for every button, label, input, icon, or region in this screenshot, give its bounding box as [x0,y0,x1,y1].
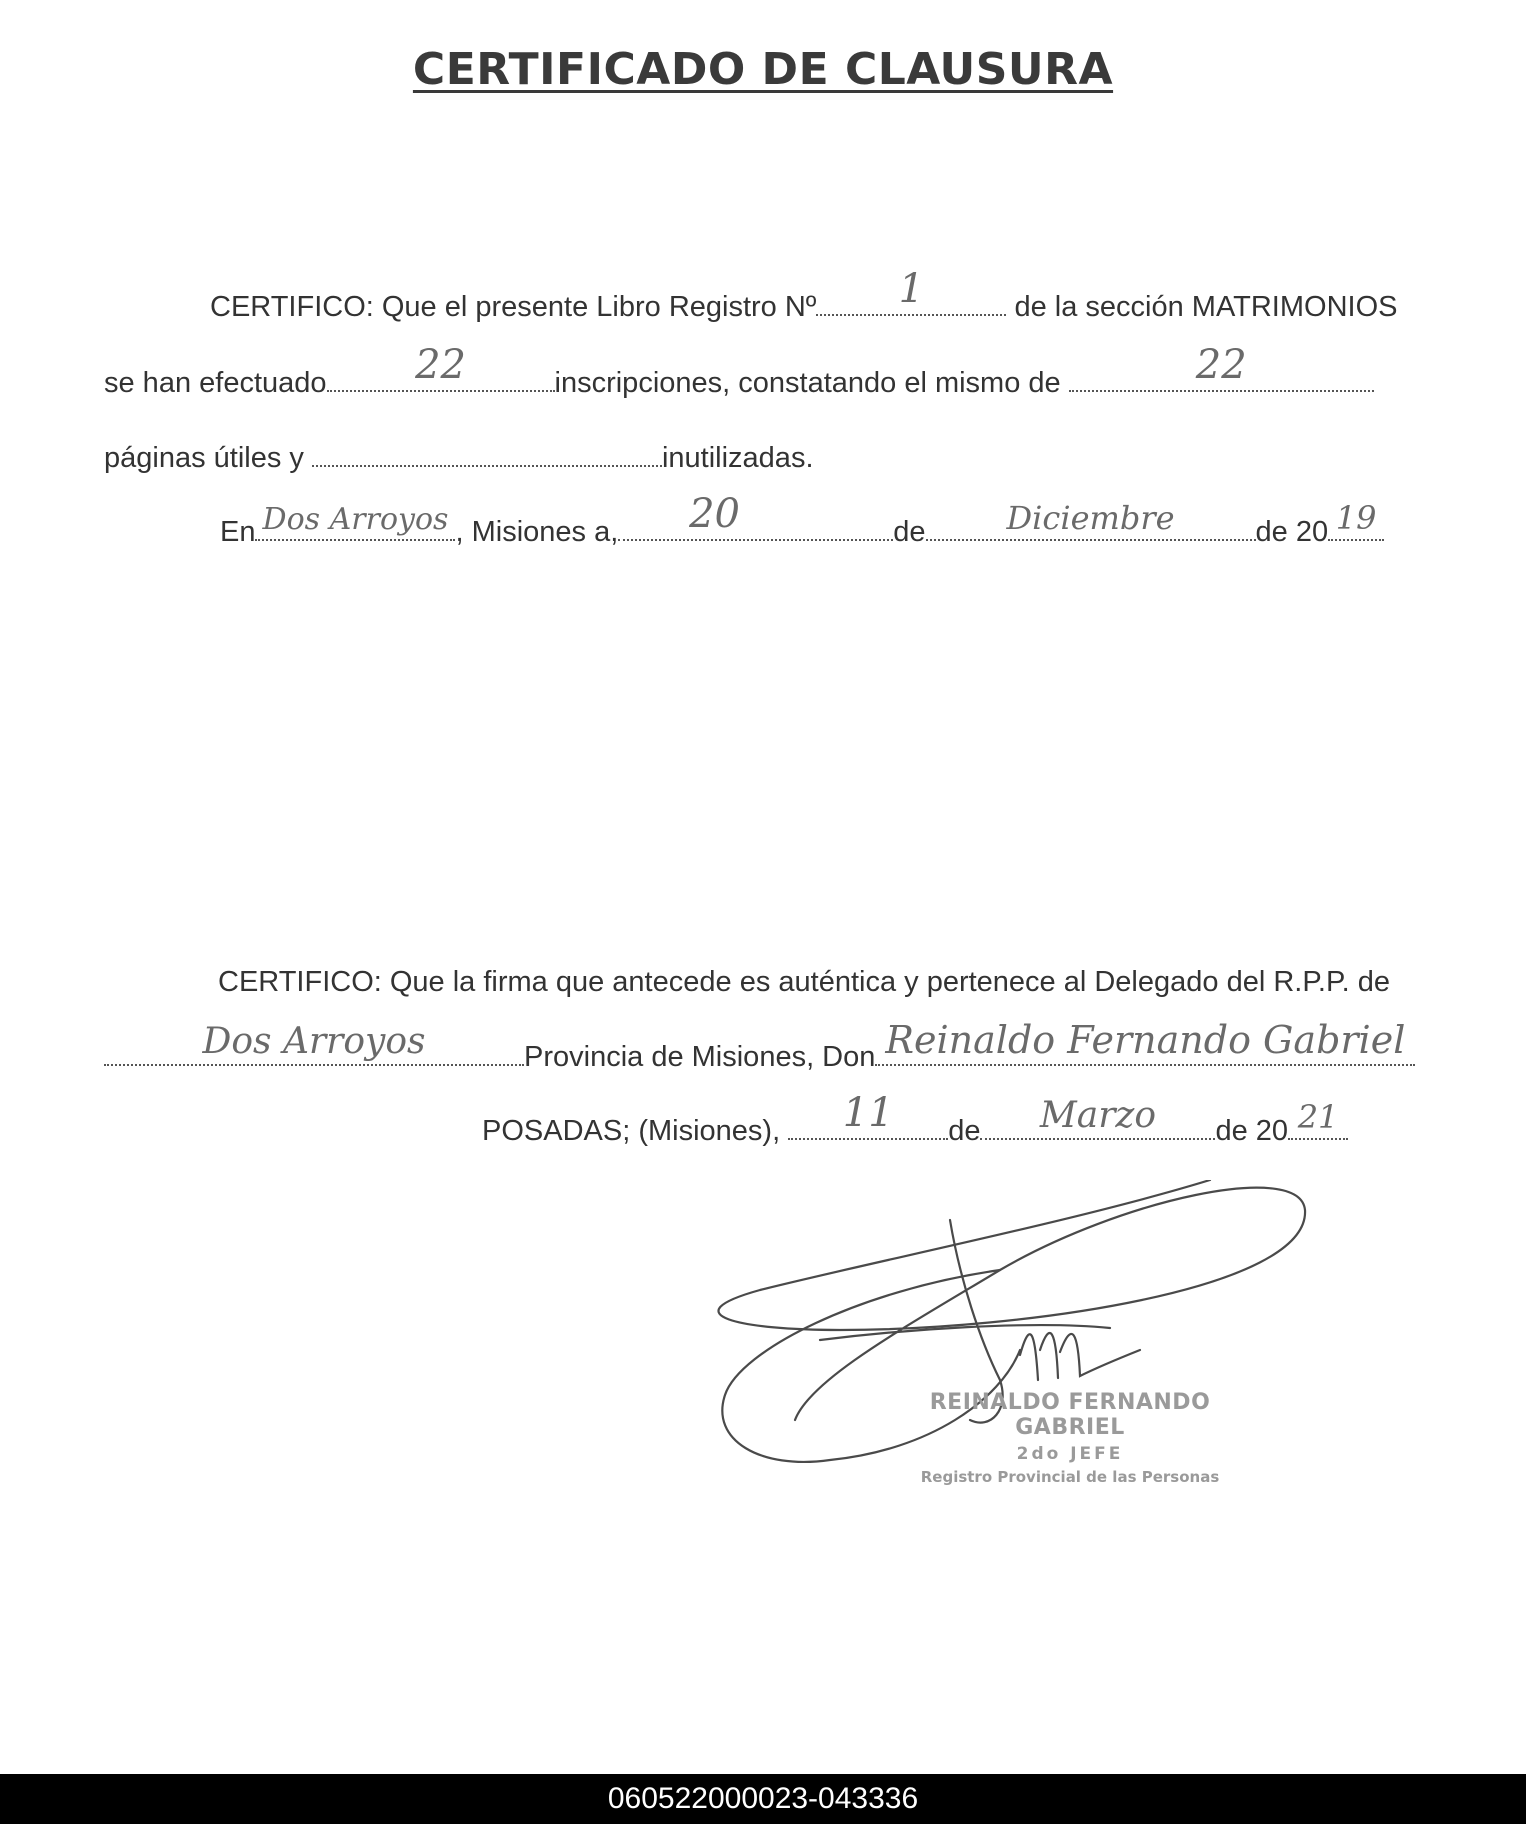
paginas-value: 22 [1195,342,1247,388]
cert2-localidad-value: Dos Arroyos [202,1021,426,1062]
stamp-name: REINALDO FERNANDO GABRIEL [929,1390,1211,1440]
mes-value: Diciembre [1006,499,1175,537]
cert1-line2-prefix: se han efectuado [104,367,327,399]
page-title: CERTIFICADO DE CLAUSURA [412,44,1114,95]
stamp-role: 2do JEFE [1016,1444,1124,1464]
cert1-line1-suffix: de la sección MATRIMONIOS [1014,291,1398,323]
cert2-line3-prefix: POSADAS; (Misiones), [482,1115,781,1147]
inscripciones-field [327,342,555,392]
cert1-line4-prefix: En [220,516,256,548]
anio-label-2: de 20 [1215,1115,1289,1147]
inutilizadas-field [312,441,662,467]
localidad-value: Dos Arroyos [262,502,449,537]
cert1-line3-suffix: inutilizadas. [661,442,814,474]
localidad-field [255,502,455,541]
mes-field [926,499,1256,541]
inscripciones-value: 22 [415,342,466,388]
anio-label-1: de 20 [1255,516,1329,548]
cert2-mes-field [980,1095,1215,1140]
cert2-localidad-field [104,1021,524,1066]
cert2-anio-field [1288,1098,1348,1140]
stamp-office: Registro Provincial de las Personas [920,1468,1220,1486]
de-label-2: de [948,1115,981,1147]
cert1-line1 [210,266,1398,324]
cert1-line3-prefix: páginas útiles y [104,442,304,474]
official-stamp [880,1390,1260,1486]
cert1-line1-prefix: CERTIFICO: Que el presente Libro Registro Nº [210,291,817,323]
cert2-line3 [482,1090,1348,1148]
cert2-dia-value: 11 [842,1090,894,1136]
cert1-line3 [104,441,814,475]
cert1-line2-middle: inscripciones, constatando el mismo de [554,367,1061,399]
dia-field [618,491,893,541]
cert2-mes-value: Marzo [1039,1095,1157,1136]
cert1-line2 [104,342,1374,400]
libro-number-field [816,266,1006,316]
libro-number-value: 1 [898,266,925,312]
paginas-field [1069,342,1374,392]
anio-value: 19 [1335,499,1377,537]
delegado-value: Reinaldo Fernando Gabriel [885,1018,1406,1062]
cert1-line4 [220,491,1384,549]
cert2-line2-middle: Provincia de Misiones, Don [524,1041,876,1073]
cert2-dia-field [788,1090,948,1140]
de-label-1: de [893,516,926,548]
cert2-line1: CERTIFICO: Que la firma que antecede es auténtica y pertenece al Delegado del R.P.P. de [218,966,1390,998]
dia-value: 20 [689,491,740,537]
footer-code-bar: 060522000023-043336 [0,1774,1526,1824]
cert2-line2 [104,1018,1415,1074]
delegado-field [875,1018,1415,1066]
cert1-line4-middle: , Misiones a, [455,516,619,548]
anio-field [1328,499,1384,541]
cert2-anio-value: 21 [1297,1098,1339,1136]
